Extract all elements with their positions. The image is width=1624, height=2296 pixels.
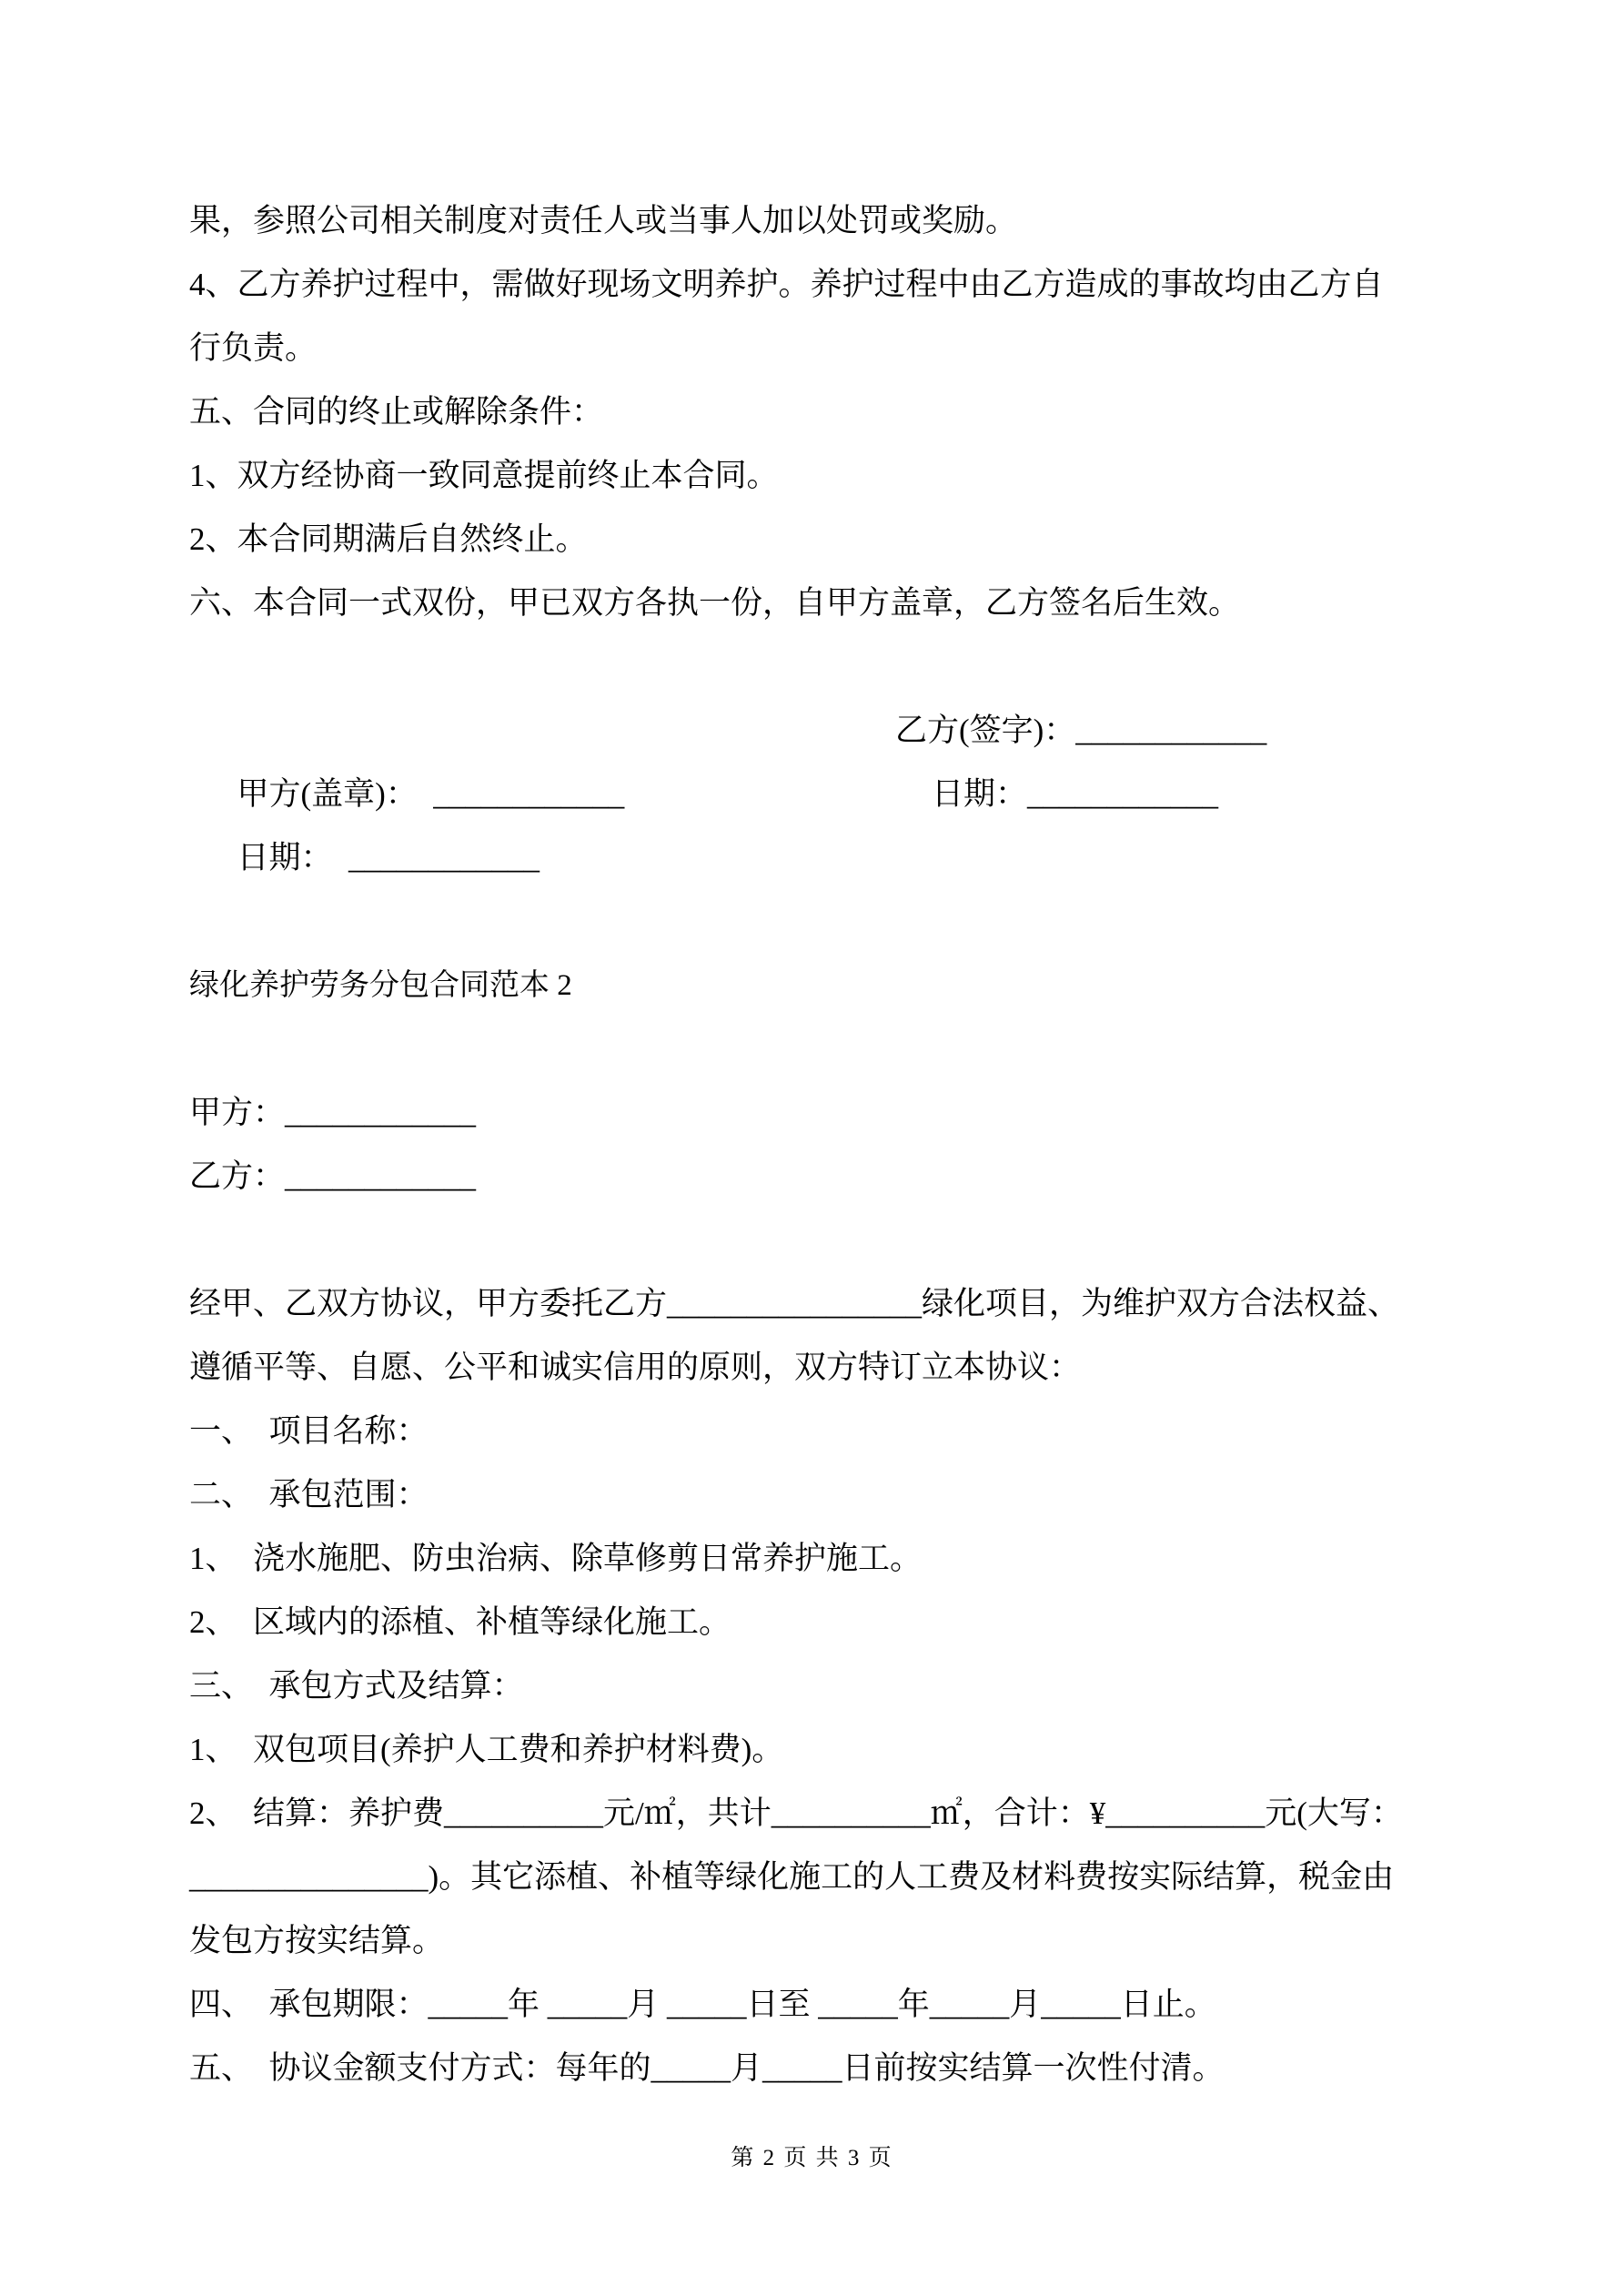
contract-template-title: 绿化养护劳务分包合同范本 2 [189,969,572,1002]
contract-clause-line: 五、 协议金额支付方式：每年的_____月_____日前按实结算一次性付清。 [189,2050,1225,2086]
contract-clause-line: 遵循平等、自愿、公平和诚实信用的原则，双方特订立本协议： [189,1350,1082,1385]
contract-clause-line: 三、 承包方式及结算： [189,1668,524,1704]
blank-line [189,635,1445,699]
signature-row-dates [189,763,1445,875]
contract-clause-line: 经甲、乙双方协议，甲方委托乙方________________绿化项目，为维护双方合法权益、 [189,1286,1400,1321]
blank-line [189,1017,1445,1081]
contract-clause-line: 2、 结算：养护费__________元/㎡，共计__________㎡，合计：¥__________元(大写： [189,1795,1403,1831]
blank-line [189,890,1445,954]
contract-clause-line: 二、 承包范围： [189,1477,429,1512]
contract-clause-line: 一、 项目名称： [189,1413,429,1449]
contract-clause-line: 四、 承包期限：_____年 _____月 _____日至 _____年_____月_____日止。 [189,1987,1216,2022]
contract-clause-line: 行负责。 [189,330,318,366]
party-b-line: 乙方：____________ [189,1158,477,1194]
contract-clause-line: _______________)。其它添植、补植等绿化施工的人工费及材料费按实际结算，税金由 [189,1859,1395,1895]
date-b-field: 日期：____________ [932,776,1219,812]
contract-clause-line: 五、合同的终止或解除条件： [189,394,604,430]
page-number-footer: 第 2 页 共 3 页 [731,2146,893,2170]
contract-clause-line: 果，参照公司相关制度对责任人或当事人加以处罚或奖励。 [189,203,1018,238]
contract-clause-line: 1、 双包项目(养护人工费和养护材料费)。 [189,1732,784,1767]
contract-clause-line: 1、双方经协商一致同意提前终止本合同。 [189,458,779,493]
blank-line [189,1209,1445,1272]
contract-clause-line: 1、 浇水施肥、防虫治病、除草修剪日常养护施工。 [189,1541,923,1576]
contract-clause-line: 六、本合同一式双份，甲已双方各执一份，自甲方盖章，乙方签名后生效。 [189,585,1241,621]
contract-clause-line: 2、本合同期满后自然终止。 [189,521,588,557]
party-a-line: 甲方：____________ [189,1095,477,1130]
party-b-sign-field: 乙方(签字)：____________ [895,713,1267,748]
party-a-seal-field: 甲方(盖章)： ____________ [237,776,625,812]
contract-clause-line: 4、乙方养护过程中，需做好现场文明养护。养护过程中由乙方造成的事故均由乙方自 [189,267,1384,302]
contract-clause-line: 2、 区域内的添植、补植等绿化施工。 [189,1604,731,1640]
contract-clause-line: 发包方按实结算。 [189,1923,445,1958]
document-body [189,189,1445,2100]
date-a-field: 日期： ____________ [237,840,540,875]
